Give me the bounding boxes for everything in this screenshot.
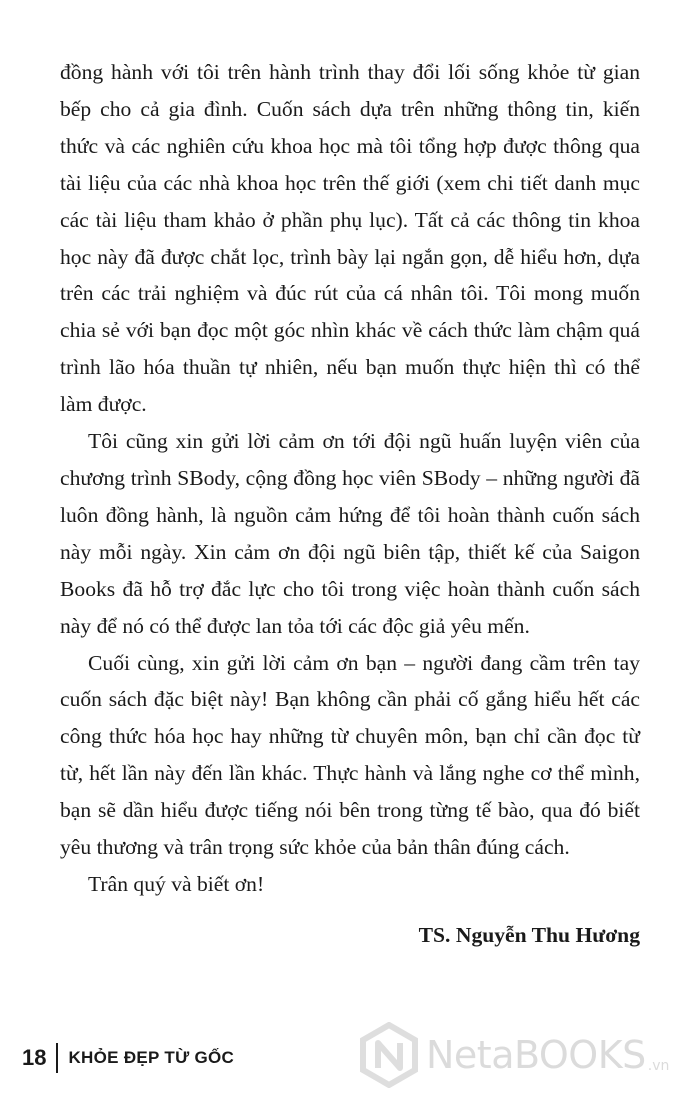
page-number: 18 xyxy=(22,1045,47,1070)
watermark-suffix: .vn xyxy=(647,1058,670,1074)
netabooks-logo-icon xyxy=(356,1022,422,1088)
paragraph-continuation: đồng hành với tôi trên hành trình thay đổi lối sống khỏe từ gian bếp cho cả gia đình. Cuốn sách dựa trên những thông tin, kiến thức và các nghiên cứu khoa học mà tôi tổng hợp được thông qua tài liệu của các nhà khoa học trên thế giới (xem chi tiết danh mục các tài liệu tham khảo ở phần phụ lục). Tất cả các thông tin khoa học này đã được chắt lọc, trình bày lại ngắn gọn, dễ hiểu hơn, dựa trên các trải nghiệm và đúc rút của cá nhân tôi. Tôi mong muốn chia sẻ với bạn đọc một góc nhìn khác về cách thức làm chậm quá trình lão hóa thuần tự nhiên, nếu bạn muốn thực hiện thì có thể làm được. xyxy=(60,60,640,417)
author-signature: TS. Nguyễn Thu Hương xyxy=(418,922,640,947)
footer-divider xyxy=(56,1043,58,1073)
watermark xyxy=(356,1022,669,1088)
watermark-brand: NetaBOOKS xyxy=(426,1033,646,1077)
paragraph-reader-thanks: Cuối cùng, xin gửi lời cảm ơn bạn – người đang cầm trên tay cuốn sách đặc biệt này! Bạn không cần phải cố gắng hiểu hết các công thức hóa học hay những từ chuyên môn, bạn chỉ cần đọc từ từ, hết lần này đến lần khác. Thực hành và lắng nghe cơ thể mình, bạn sẽ dần hiểu được tiếng nói bên trong từng tế bào, qua đó biết yêu thương và trân trọng sức khỏe của bản thân đúng cách. xyxy=(60,650,640,860)
running-title: KHỎE ĐẸP TỪ GỐC xyxy=(68,1048,235,1067)
closing-line: Trân quý và biết ơn! xyxy=(88,871,265,896)
page-footer xyxy=(22,1040,234,1076)
paragraph-acknowledgement: Tôi cũng xin gửi lời cảm ơn tới đội ngũ huấn luyện viên của chương trình SBody, cộng đồng học viên SBody – những người đã luôn đồng hành, là nguồn cảm hứng để tôi hoàn thành cuốn sách này mỗi ngày. Xin cảm ơn đội ngũ biên tập, thiết kế của Saigon Books đã hỗ trợ đắc lực cho tôi trong việc hoàn thành cuốn sách này để nó có thể được lan tỏa tới các độc giả yêu mến. xyxy=(60,429,640,638)
page-body xyxy=(60,54,640,953)
